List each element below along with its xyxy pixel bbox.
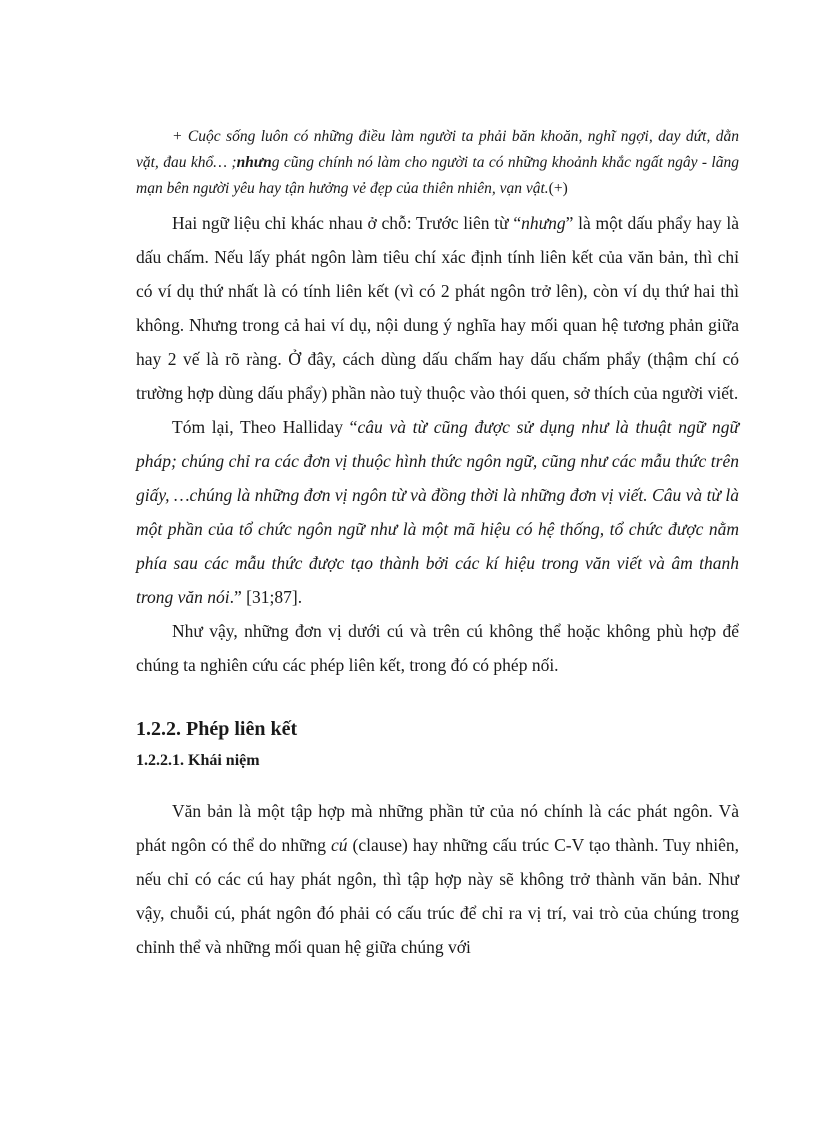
paragraph-halliday	[136, 410, 739, 614]
document-page	[136, 124, 739, 964]
paragraph-text: Hai ngữ liệu chỉ khác nhau ở chỗ: Trước liên từ “	[172, 213, 522, 233]
citation: .” [31;87].	[229, 587, 303, 607]
section-heading: 1.2.2. Phép liên kết	[136, 718, 298, 740]
subsection-heading: 1.2.2.1. Khái niệm	[136, 752, 260, 769]
paragraph-text: (clause) hay những cấu trúc C-V tạo thành. Tuy nhiên, nếu chỉ có các cú hay phát ngôn, thì tập hợp này sẽ không trở thành văn bản. Như vậy, chuỗi cú, phát ngôn đó phải có cấu trúc để chỉ ra vị trí, vai trò của chúng trong chỉnh thể và những mối quan hệ giữa chúng với	[136, 835, 740, 957]
example-text-part2: g cũng chính nó làm cho người ta có những khoảnh khắc ngất ngây - lãng mạn bên người yêu hay tận hưởng vẻ đẹp của thiên nhiên, vạn vật.	[136, 154, 739, 197]
paragraph-conclusion: Như vậy, những đơn vị dưới cú và trên cú không thể hoặc không phù hợp để chúng ta nghiên cứu các phép liên kết, trong đó có phép nối.	[136, 621, 739, 675]
paragraph-comparison	[136, 206, 739, 410]
example-sentence	[136, 124, 739, 202]
example-marker: (+)	[548, 180, 568, 197]
paragraph-definition	[136, 794, 739, 964]
example-text-part1: + Cuộc sống luôn có những điều làm người ta phải băn khoăn, nghĩ ngợi, day dứt, dằn vặt, đau khổ… ;	[136, 128, 739, 171]
paragraph-text: Văn bản là một tập hợp mà những phần tử của nó chính là các phát ngôn. Và phát ngôn có thể do những	[136, 801, 739, 855]
example-bold-word: nhưn	[236, 154, 272, 171]
paragraph-text: ” là một dấu phẩy hay là dấu chấm. Nếu lấy phát ngôn làm tiêu chí xác định tính liên kết của văn bản, thì chỉ có ví dụ thứ nhất là có tính liên kết (vì có 2 phát ngôn trở lên), còn ví dụ thứ hai thì không. Nhưng trong cả hai ví dụ, nội dung ý nghĩa hay mối quan hệ tương phản giữa hay 2 vế là rõ ràng. Ở đây, cách dùng dấu chấm hay dấu chấm phẩy (thậm chí có trường hợp dùng dấu phẩy) phần nào tuỳ thuộc vào thói quen, sở thích của người viết.	[136, 213, 739, 403]
halliday-quote: câu và từ cũng được sử dụng như là thuật ngữ ngữ pháp; chúng chỉ ra các đơn vị thuộc hình thức ngôn ngữ, cũng như các mẫu thức trên giấy, …chúng là những đơn vị ngôn từ và đồng thời là những đơn vị viết. Câu và từ là một phần của tổ chức ngôn ngữ như là một mã hiệu có hệ thống, tổ chức được nằm phía sau các mẫu thức được tạo thành bởi các kí hiệu trong văn viết và âm thanh trong văn nói	[136, 417, 739, 607]
italic-term: nhưng	[521, 213, 566, 233]
paragraph-text: Tóm lại, Theo Halliday “	[172, 417, 358, 437]
italic-term: cú	[330, 835, 348, 855]
